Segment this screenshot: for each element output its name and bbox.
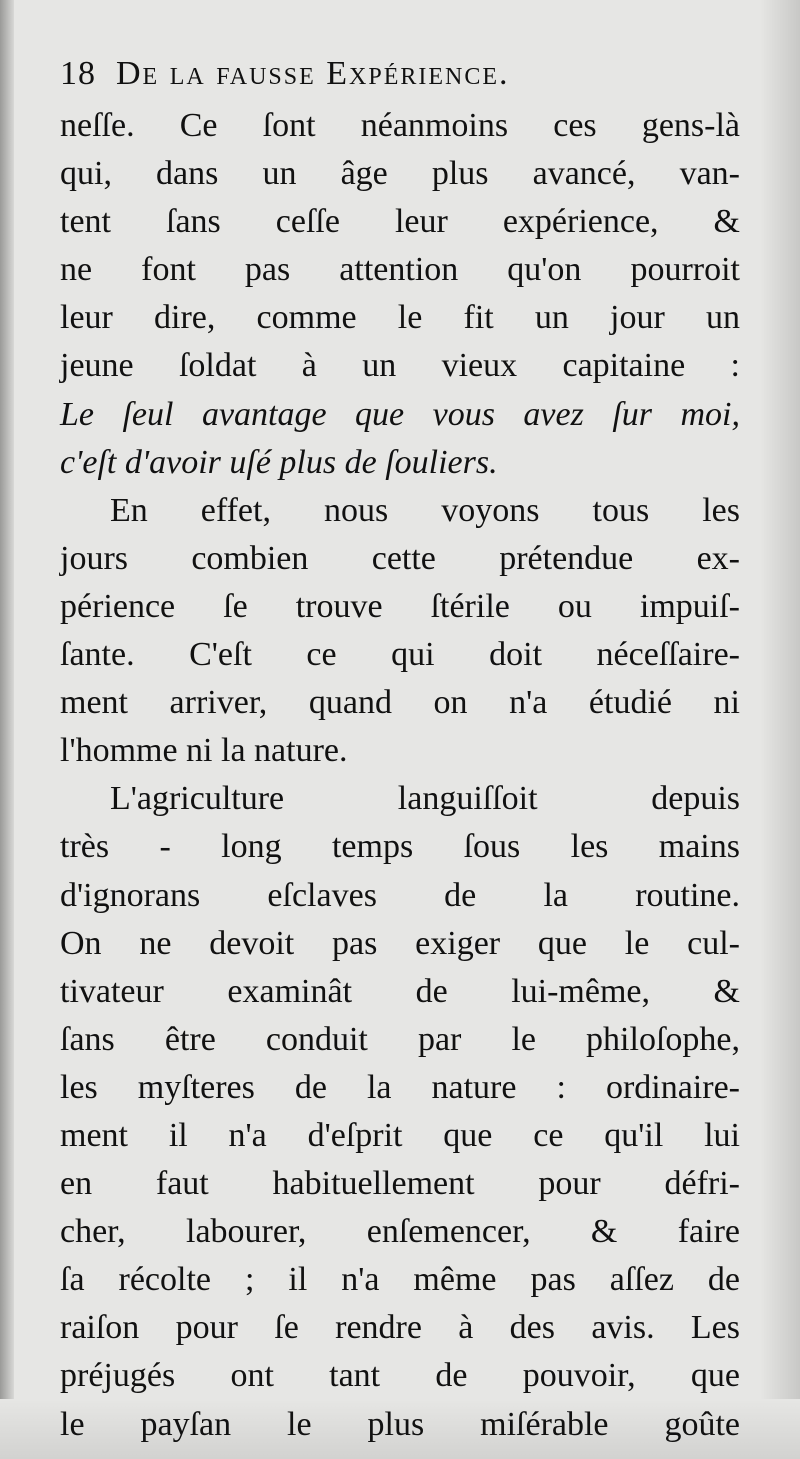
text-line: jours combien cette prétendue ex-: [60, 539, 740, 577]
quotation-line: Le ſeul avantage que vous avez ſur moi,: [60, 395, 740, 433]
page-gutter-shadow: [0, 0, 14, 1459]
text-line: On ne devoit pas exiger que le cul-: [60, 924, 740, 962]
page-edge-shadow: [760, 0, 800, 1459]
text-line: en faut habituellement pour défri-: [60, 1165, 740, 1203]
text-line: ſa récolte ; il n'a même pas aſſez de: [60, 1261, 740, 1299]
text-line: ſante. C'eſt ce qui doit néceſſaire-: [60, 636, 740, 674]
text-line: cher, labourer, enſemencer, & faire: [60, 1213, 740, 1251]
text-line: tent ſans ceſſe leur expérience, &: [60, 203, 740, 241]
page-number: 18: [60, 55, 96, 92]
text-line: qui, dans un âge plus avancé, van-: [60, 155, 740, 193]
text-line: les myſteres de la nature : ordinaire-: [60, 1068, 740, 1106]
text-line: ment arriver, quand on n'a étudié ni: [60, 684, 740, 722]
text-line: l'homme ni la nature.: [60, 732, 348, 770]
text-line: le payſan le plus miſérable goûte: [60, 1405, 740, 1443]
text-line: leur dire, comme le fit un jour un: [60, 299, 740, 337]
text-line: neſſe. Ce ſont néanmoins ces gens-là: [60, 107, 740, 144]
paragraph-start-line: En effet, nous voyons tous les: [110, 491, 740, 529]
text-line: très - long temps ſous les mains: [60, 828, 740, 866]
text-line: jeune ſoldat à un vieux capitaine :: [60, 347, 740, 385]
page-text: [60, 46, 740, 1449]
text-line: périence ſe trouve ſtérile ou impuiſ-: [60, 587, 740, 625]
text-line: tivateur examinât de lui-même, &: [60, 972, 740, 1010]
text-line: ne font pas attention qu'on pourroit: [60, 251, 740, 289]
text-line: ſans être conduit par le philoſophe,: [60, 1020, 740, 1058]
paragraph-start-line: L'agriculture languiſſoit depuis: [110, 780, 740, 818]
text-line: d'ignorans eſclaves de la routine.: [60, 876, 740, 914]
running-title: De la fausse Expérience.: [116, 55, 510, 92]
quotation-line: c'eſt d'avoir uſé plus de ſouliers.: [60, 443, 498, 481]
running-header: [60, 46, 740, 102]
text-line: préjugés ont tant de pouvoir, que: [60, 1357, 740, 1395]
text-line: ment il n'a d'eſprit que ce qu'il lui: [60, 1116, 740, 1154]
text-line: raiſon pour ſe rendre à des avis. Les: [60, 1309, 740, 1347]
